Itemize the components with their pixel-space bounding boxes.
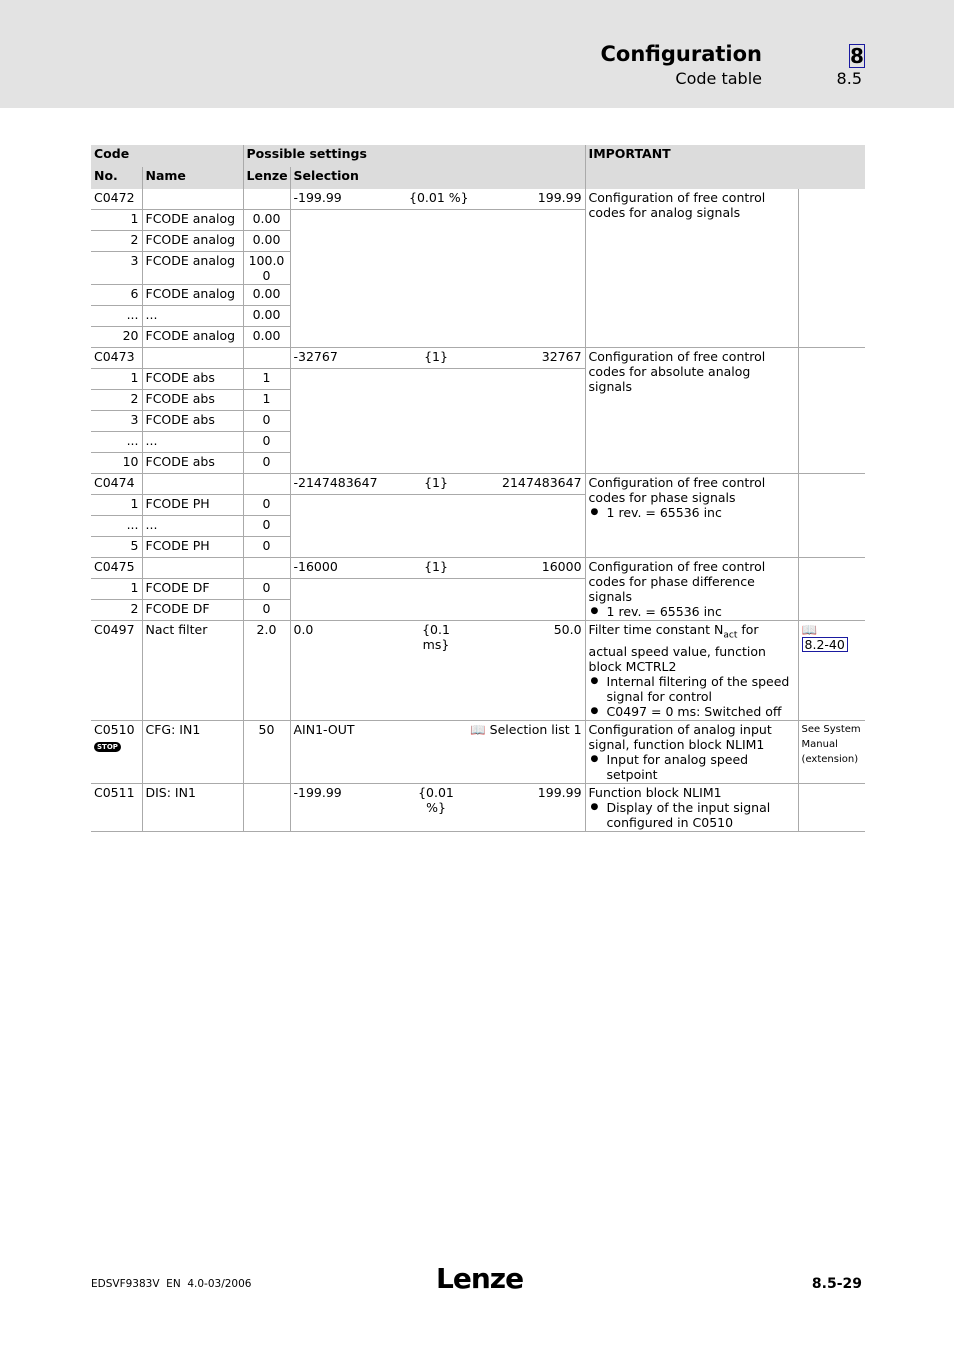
page-number: 8.5-29 bbox=[811, 1276, 862, 1292]
table-row: 2 FCODE DF 0 bbox=[91, 600, 865, 621]
table-row: 1 FCODE PH 0 bbox=[91, 495, 865, 516]
table-row bbox=[91, 189, 865, 210]
table-row: C0473 -32767 {1} 32767 Configuration of free control codes for absolute analog signals bbox=[91, 348, 865, 369]
bullet-item: ● Internal filtering of the speed signal for control bbox=[589, 674, 795, 704]
table-row: 1 FCODE abs 1 bbox=[91, 369, 865, 390]
table-row: 3 FCODE abs 0 bbox=[91, 411, 865, 432]
table-row: 2 FCODE analog 0.00 bbox=[91, 231, 865, 252]
chapter-number: 8 bbox=[850, 44, 864, 68]
table-row: 10 FCODE abs 0 bbox=[91, 453, 865, 474]
col-lenze: Lenze bbox=[243, 167, 290, 189]
bullet-item: ● Input for analog speed setpoint bbox=[589, 752, 795, 782]
page-subtitle: Code table bbox=[675, 69, 762, 88]
bullet-item: ● 1 rev. = 65536 inc bbox=[589, 505, 795, 520]
page-reference-link[interactable]: 8.2-40 bbox=[802, 637, 848, 652]
table-row: 2 FCODE abs 1 bbox=[91, 390, 865, 411]
document-id: EDSVF9383V EN 4.0-03/2006 bbox=[91, 1278, 252, 1290]
description: Function block NLIM1 ● Display of the input signal configured in C0510 bbox=[585, 783, 798, 831]
description: Configuration of free control codes for absolute analog signals bbox=[585, 348, 798, 474]
col-possible-settings: Possible settings bbox=[243, 145, 585, 167]
col-important: IMPORTANT bbox=[585, 145, 865, 189]
code-cell: C0497 bbox=[91, 621, 142, 721]
code-cell: C0473 bbox=[91, 348, 142, 369]
section-number: 8.5 bbox=[836, 69, 862, 88]
table-row: ... ... 0.00 bbox=[91, 306, 865, 327]
selection-list-reference: Selection list 1 bbox=[489, 721, 582, 737]
bullet-item: ● C0497 = 0 ms: Switched off bbox=[589, 704, 795, 719]
code-table bbox=[91, 145, 865, 832]
description: Configuration of free control codes for analog signals bbox=[585, 189, 798, 348]
col-selection: Selection bbox=[290, 167, 585, 189]
table-row: 1 FCODE DF 0 bbox=[91, 579, 865, 600]
description: Configuration of free control codes for phase difference signals ● 1 rev. = 65536 inc bbox=[585, 558, 798, 621]
table-row: 6 FCODE analog 0.00 bbox=[91, 285, 865, 306]
description: Configuration of analog input signal, function block NLIM1 ● Input for analog speed setpoint bbox=[585, 720, 798, 783]
table-row: 1 FCODE analog 0.00 bbox=[91, 210, 865, 231]
table-row: C0475 -16000 {1} 16000 Configuration of free control codes for phase difference signals ● 1 rev. = 65536 inc bbox=[91, 558, 865, 579]
table-row: 5 FCODE PH 0 bbox=[91, 537, 865, 558]
description: Configuration of free control codes for phase signals ● 1 rev. = 65536 inc bbox=[585, 474, 798, 558]
min-value: -199.99 bbox=[290, 189, 406, 210]
book-icon: 📖 bbox=[470, 721, 486, 737]
bullet-item: ● Display of the input signal configured in C0510 bbox=[589, 800, 795, 830]
col-code: Code bbox=[91, 145, 243, 167]
table-row: C0497 Nact filter 2.0 0.0 {0.1 ms} 50.0 Filter time constant $N_{act}$ for actual speed value, function block MCTRL2 ● Internal filtering of the speed signal for control ● C0497 = 0 ms: Switched off 📖 8.2-40 bbox=[91, 621, 865, 721]
step-value: {0.01 %} bbox=[409, 190, 469, 205]
table-row: C0510 STOP CFG: IN1 50 AIN1-OUT 📖 Selection list 1 Configuration of analog input signal, function block NLIM1 ● Input for analog speed setpoint See System Manual (extension) bbox=[91, 720, 865, 783]
table-row: ... ... 0 bbox=[91, 432, 865, 453]
see-system-manual: See System Manual (extension) bbox=[798, 720, 865, 783]
code-cell: C0510 bbox=[94, 721, 135, 737]
bullet-item: ● 1 rev. = 65536 inc bbox=[589, 604, 795, 619]
col-no: No. bbox=[91, 167, 142, 189]
code-cell: C0475 bbox=[91, 558, 142, 579]
table-row: C0511 DIS: IN1 -199.99 {0.01 %} 199.99 Function block NLIM1 ● Display of the input signal configured in C0510 bbox=[91, 783, 865, 831]
code-cell: C0472 bbox=[94, 190, 135, 205]
book-icon: 📖 bbox=[801, 622, 818, 637]
table-row: 20 FCODE analog 0.00 bbox=[91, 327, 865, 348]
max-value: 199.99 bbox=[537, 190, 582, 205]
stop-icon: STOP bbox=[94, 742, 121, 752]
code-cell: C0511 bbox=[91, 783, 142, 831]
lenze-logo: Lenze bbox=[436, 1262, 524, 1295]
col-name: Name bbox=[142, 167, 243, 189]
table-row: C0474 -2147483647 {1} 2147483647 Configuration of free control codes for phase signals ● 1 rev. = 65536 inc bbox=[91, 474, 865, 495]
page-title: Configuration bbox=[600, 42, 762, 66]
table-row: ... ... 0 bbox=[91, 516, 865, 537]
page-header bbox=[0, 0, 954, 108]
description: Filter time constant $N_{act}$ for actual speed value, function block MCTRL2 ● Internal filtering of the speed signal for control ● C0497 = 0 ms: Switched off bbox=[585, 621, 798, 721]
table-row: 3 FCODE analog 100.0 0 bbox=[91, 252, 865, 285]
code-cell: C0474 bbox=[91, 474, 142, 495]
